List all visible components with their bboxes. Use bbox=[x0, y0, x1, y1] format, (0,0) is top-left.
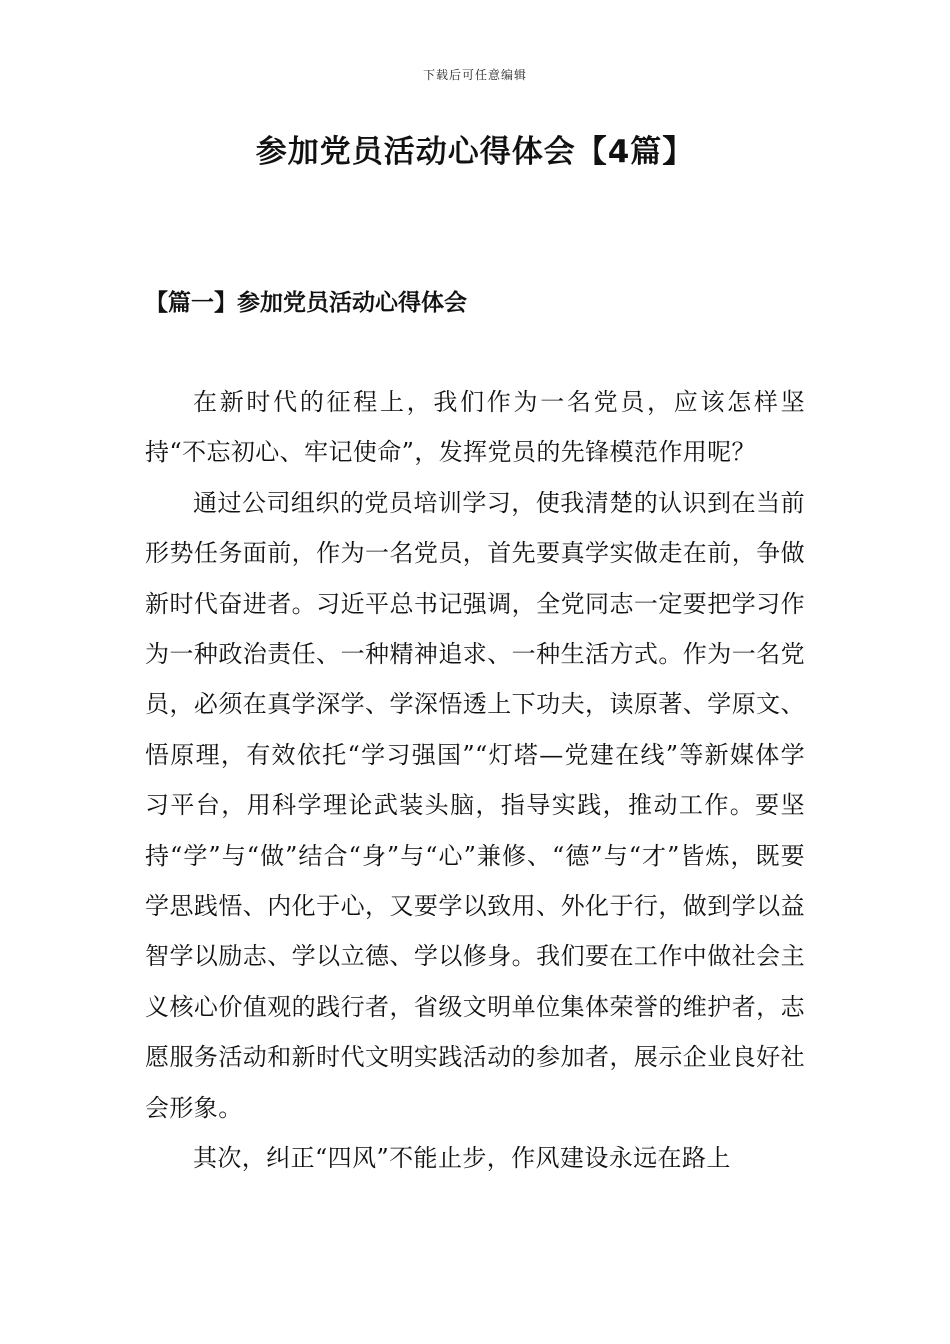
document-title: 参加党员活动心得体会【4篇】 bbox=[255, 134, 695, 170]
paragraph-1: 在新时代的征程上，我们作为一名党员，应该怎样坚持“不忘初心、牢记使命”，发挥党员的先锋模范作用呢？ bbox=[145, 388, 805, 467]
header-note: 下载后可任意编辑 bbox=[422, 68, 527, 82]
section-heading: 【篇一】参加党员活动心得体会 bbox=[145, 289, 467, 316]
document-body bbox=[145, 377, 805, 1184]
paragraph-2: 通过公司组织的党员培训学习，使我清楚的认识到在当前形势任务面前，作为一名党员，首先要真学实做走在前，争做新时代奋进者。习近平总书记强调，全党同志一定要把学习作为一种政治责任、一种精神追求、一种生活方式。作为一名党员，必须在真学深学、学深悟透上下功夫，读原著、学原文、悟原理，有效依托“学习强国”“灯塔—党建在线”等新媒体学习平台，用科学理论武装头脑，指导实践，推动工作。要坚持“学”与“做”结合“身”与“心”兼修、“德”与“才”皆炼，既要学思践悟、内化于心，又要学以致用、外化于行，做到学以益智学以励志、学以立德、学以修身。我们要在工作中做社会主义核心价值观的践行者，省级文明单位集体荣誉的维护者，志愿服务活动和新时代文明实践活动的参加者，展示企业良好社会形象。 bbox=[145, 488, 805, 1122]
paragraph-3: 其次，纠正“四风”不能止步，作风建设永远在路上 bbox=[193, 1144, 731, 1173]
